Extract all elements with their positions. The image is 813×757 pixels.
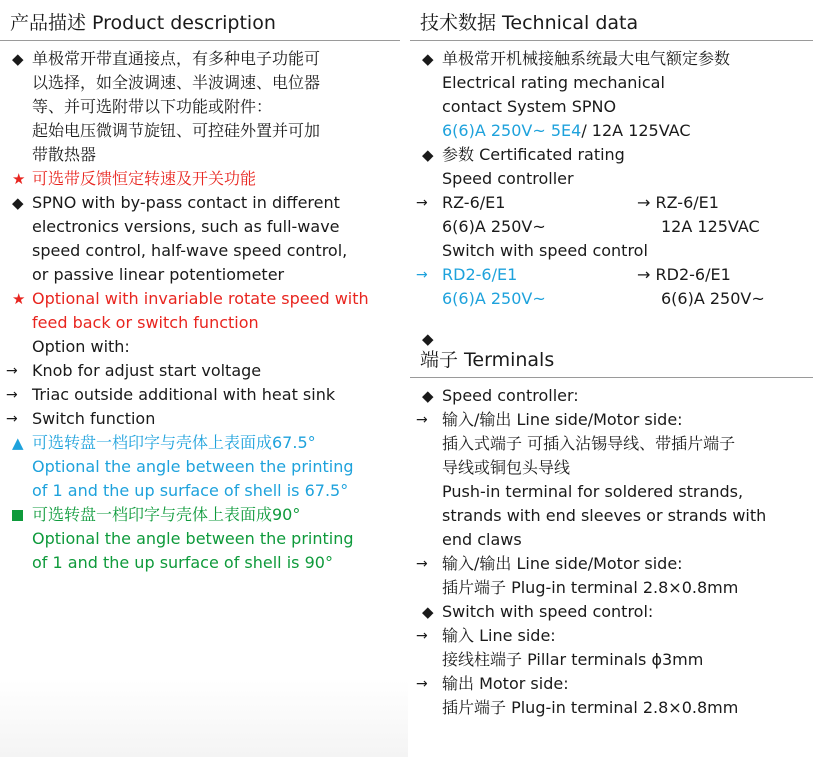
certified-rating-line: ◆ 参数 Certificated rating [416, 143, 813, 167]
terminal-line: ◆ Speed controller: [416, 384, 813, 408]
terminals-heading: 端子 Terminals [410, 337, 813, 378]
arrow-icon: → [416, 556, 428, 572]
technical-data-column [410, 0, 813, 720]
product-description-column [0, 0, 400, 575]
terminal-line: → 输入/输出 Line side/Motor side: [416, 552, 813, 576]
arrow-icon: → [6, 411, 18, 427]
diamond-icon: ◆ [422, 387, 434, 405]
arrow-icon: → [637, 193, 651, 212]
option-feedback-en: feed back or switch function [32, 313, 259, 332]
terminal-line: end claws [442, 530, 522, 549]
star-icon: ★ [12, 290, 26, 308]
terminal-line: 接线柱端子 Pillar terminals ϕ3mm [442, 650, 704, 669]
background-fade [0, 680, 408, 757]
terminal-line: 导线或铜包头导线 [442, 458, 571, 477]
terminal-line: 插片端子 Plug-in terminal 2.8×0.8mm [442, 578, 739, 597]
diamond-icon: ◆ [422, 330, 434, 348]
option-angle-675: ▲ 可选转盘一档印字与壳体上表面成67.5° [6, 431, 400, 455]
option-item: → Triac outside additional with heat sink [6, 383, 400, 407]
description-line: ◆ 单极常开带直通接点，有多种电子功能可 [6, 47, 400, 71]
description-line: 等、并可选附带以下功能或附件： [32, 97, 273, 116]
model-name: RZ-6/E1 [442, 193, 506, 212]
terminal-line: Push-in terminal for soldered strands, [442, 482, 744, 501]
terminal-line: → 输入/输出 Line side/Motor side: [416, 408, 813, 432]
terminal-line: 插入式端子 可插入沾锡导线、带插片端子 [442, 434, 736, 453]
rating-line: contact System SPNO [442, 97, 617, 116]
model-row [416, 263, 813, 287]
option-angle-675: of 1 and the up surface of shell is 67.5° [32, 481, 349, 500]
terminals-body [410, 378, 813, 720]
star-icon: ★ [12, 170, 26, 188]
diamond-icon: ◆ [12, 194, 24, 212]
diamond-icon: ◆ [422, 603, 434, 621]
option-item: → Knob for adjust start voltage [6, 359, 400, 383]
model-rating-row: 6(6)A 250V~ 12A 125VAC [442, 217, 760, 236]
speed-controller-label: Speed controller [442, 169, 574, 188]
arrow-icon: → [6, 387, 18, 403]
rating-line: ◆ 单极常开机械接触系统最大电气额定参数 [416, 47, 813, 71]
diamond-icon: ◆ [12, 50, 24, 68]
triangle-icon: ▲ [12, 434, 24, 452]
diamond-icon: ◆ [422, 146, 434, 164]
switch-speed-label: Switch with speed control [442, 241, 648, 260]
option-angle-90: Optional the angle between the printing [32, 529, 354, 548]
arrow-icon: → [637, 265, 651, 284]
description-line: speed control, half-wave speed control, [32, 241, 348, 260]
description-line: 起始电压微调节旋钮、可控硅外置并可加 [32, 121, 321, 140]
description-line: electronics versions, such as full-wave [32, 217, 340, 236]
model-name: → RZ-6/E1 [637, 193, 719, 212]
terminal-line: 插片端子 Plug-in terminal 2.8×0.8mm [442, 698, 739, 717]
product-description-body [0, 41, 400, 575]
rating-value: 6(6)A 250V~ 5E4/ 12A 125VAC [442, 121, 691, 140]
option-angle-90: 可选转盘一档印字与壳体上表面成90° [6, 503, 400, 527]
terminal-line: → 输入 Line side: [416, 624, 813, 648]
description-line: ◆ SPNO with by-pass contact in different [6, 191, 400, 215]
description-line: 带散热器 [32, 145, 97, 164]
terminal-line: ◆ Switch with speed control: [416, 600, 813, 624]
diamond-icon: ◆ [422, 50, 434, 68]
model-row [416, 191, 813, 215]
arrow-icon: → [416, 412, 428, 428]
arrow-icon: → [416, 628, 428, 644]
arrow-icon: → [416, 267, 428, 283]
option-angle-90: of 1 and the up surface of shell is 90° [32, 553, 333, 572]
square-icon [12, 503, 32, 527]
option-feedback-cn: ★ 可选带反馈恒定转速及开关功能 [6, 167, 400, 191]
arrow-icon: → [416, 195, 428, 211]
description-line: or passive linear potentiometer [32, 265, 285, 284]
arrow-icon: → [6, 363, 18, 379]
model-rating-row: 6(6)A 250V~ 6(6)A 250V~ [442, 289, 765, 308]
product-description-heading: 产品描述 Product description [0, 0, 400, 41]
model-name: RD2-6/E1 [442, 265, 518, 284]
terminal-line: strands with end sleeves or strands with [442, 506, 767, 525]
option-angle-675: Optional the angle between the printing [32, 457, 354, 476]
option-with-label: Option with: [32, 337, 130, 356]
technical-data-body [410, 41, 813, 348]
model-name: → RD2-6/E1 [637, 265, 731, 284]
rating-line: Electrical rating mechanical [442, 73, 665, 92]
arrow-icon: → [416, 676, 428, 692]
description-line: 以选择，如全波调速、半波调速、电位器 [32, 73, 321, 92]
option-item: → Switch function [6, 407, 400, 431]
option-feedback-en: ★ Optional with invariable rotate speed with [6, 287, 400, 311]
terminal-line: → 输出 Motor side: [416, 672, 813, 696]
technical-data-heading: 技术数据 Technical data [410, 0, 813, 41]
